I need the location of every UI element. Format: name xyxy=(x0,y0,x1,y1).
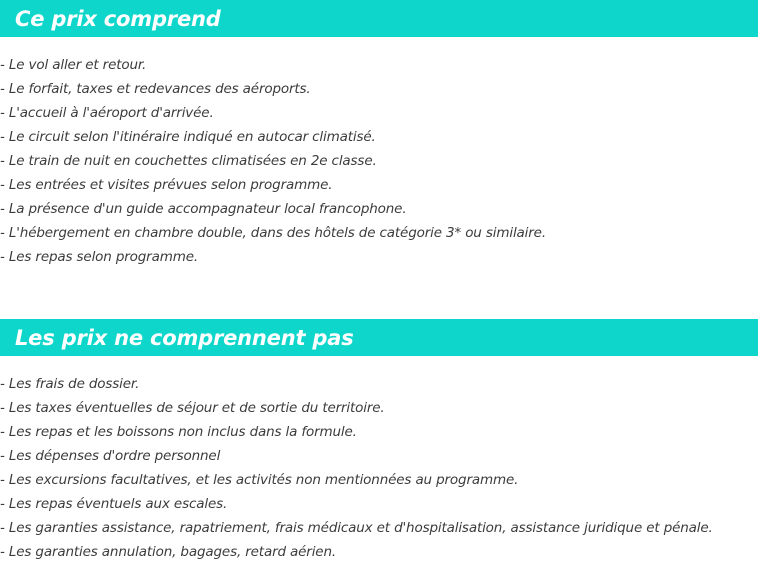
list-item: - Les entrées et visites prévues selon programme. xyxy=(0,177,333,193)
list-item: - L'accueil à l'aéroport d'arrivée. xyxy=(0,105,214,121)
list-item: - Les frais de dossier. xyxy=(0,376,140,392)
list-item: - Le circuit selon l'itinéraire indiqué en autocar climatisé. xyxy=(0,129,376,145)
list-item: - Les repas selon programme. xyxy=(0,249,199,265)
list-item: - Les garanties annulation, bagages, retard aérien. xyxy=(0,544,337,560)
list-item: - Les repas éventuels aux escales. xyxy=(0,496,228,512)
list-item: - La présence d'un guide accompagnateur local francophone. xyxy=(0,201,407,217)
section-title: Ce prix comprend xyxy=(15,6,221,31)
list-item: - Les dépenses d'ordre personnel xyxy=(0,448,221,464)
list-item: - Les excursions facultatives, et les activités non mentionnées au programme. xyxy=(0,472,519,488)
list-item: - Les taxes éventuelles de séjour et de sortie du territoire. xyxy=(0,400,385,416)
list-item: - Les garanties assistance, rapatriement, frais médicaux et d'hospitalisation, assistance juridique et pénale. xyxy=(0,520,713,536)
list-item: - Le train de nuit en couchettes climatisées en 2e classe. xyxy=(0,153,377,169)
included-items-list xyxy=(0,53,546,269)
list-item: - Les repas et les boissons non inclus dans la formule. xyxy=(0,424,357,440)
section-header-excluded xyxy=(0,319,758,356)
list-item: - L'hébergement en chambre double, dans des hôtels de catégorie 3* ou similaire. xyxy=(0,225,546,241)
list-item: - Le forfait, taxes et redevances des aéroports. xyxy=(0,81,311,97)
list-item: - Le vol aller et retour. xyxy=(0,57,147,73)
section-title: Les prix ne comprennent pas xyxy=(15,325,354,350)
excluded-items-list xyxy=(0,372,713,564)
section-header-included xyxy=(0,0,758,37)
